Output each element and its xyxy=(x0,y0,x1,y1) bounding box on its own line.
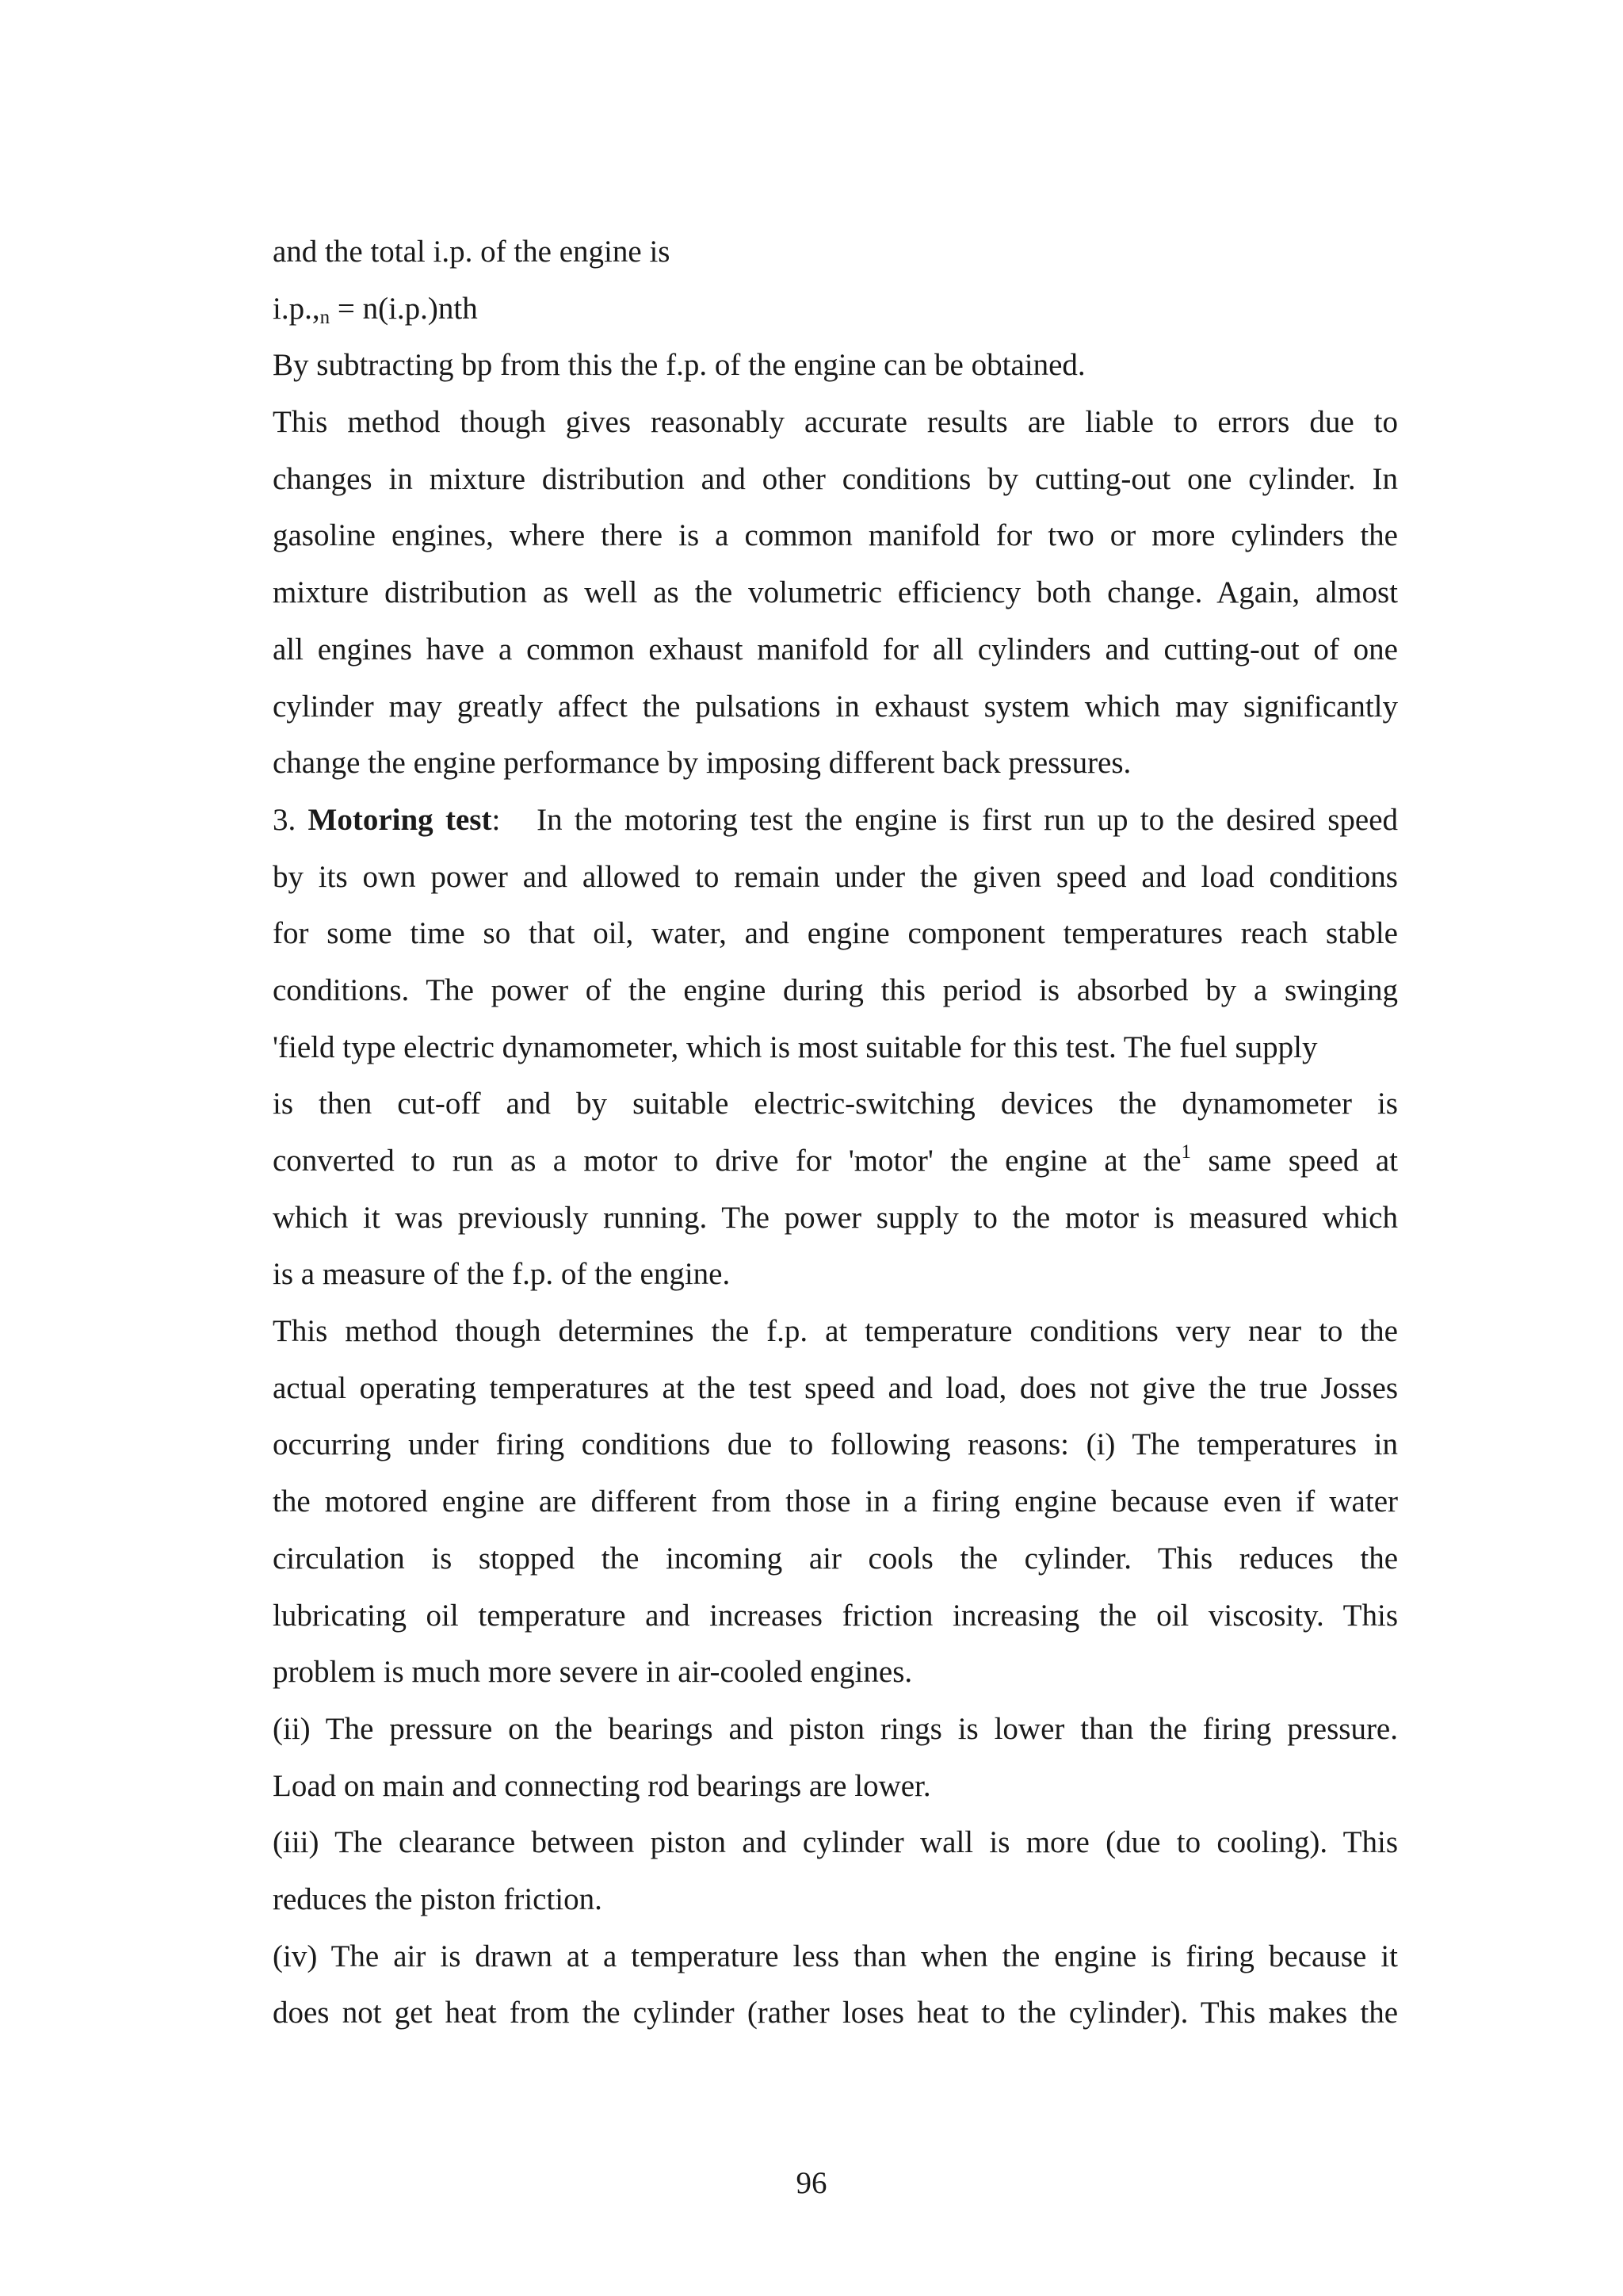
text-line: gasoline engines, where there is a common manifold for two or more cylinders the xyxy=(273,518,1398,553)
text-line: This method though gives reasonably accurate results are liable to errors due to xyxy=(273,405,1398,440)
line-text-before-footnote: converted to run as a motor to drive for 'motor' the engine at the xyxy=(273,1144,1182,1178)
section-heading-line xyxy=(273,792,1398,849)
formula-subscript: n xyxy=(319,306,330,328)
formula-line xyxy=(273,281,1398,338)
text-line: and the total i.p. of the engine is xyxy=(273,235,670,269)
text-line: for some time so that oil, water, and engine component temperatures reach stable xyxy=(273,916,1398,951)
text-line-with-footnote xyxy=(273,1133,1398,1190)
formula-lhs: i.p., xyxy=(273,291,320,326)
text-line: By subtracting bp from this the f.p. of the engine can be obtained. xyxy=(273,348,1086,383)
text-line: Load on main and connecting rod bearings are lower. xyxy=(273,1768,931,1803)
text-line: cylinder may greatly affect the pulsations in exhaust system which may significantly xyxy=(273,689,1398,724)
text-line: mixture distribution as well as the volumetric efficiency both change. Again, almost xyxy=(273,575,1398,610)
footnote-marker: 1 xyxy=(1181,1141,1192,1163)
text-line: conditions. The power of the engine during this period is absorbed by a swinging xyxy=(273,972,1398,1007)
text-line: reduces the piston friction. xyxy=(273,1881,602,1916)
line-text-after-footnote: same speed at xyxy=(1191,1144,1398,1178)
page-number: 96 xyxy=(796,2166,827,2200)
heading-colon: : xyxy=(491,802,501,837)
text-line: by its own power and allowed to remain under the given speed and load conditions xyxy=(273,859,1398,894)
text-line: This method though determines the f.p. at temperature conditions very near to the xyxy=(273,1314,1398,1349)
text-line: (ii) The pressure on the bearings and piston rings is lower than the firing pressure. xyxy=(273,1711,1398,1746)
text-line: all engines have a common exhaust manifold for all cylinders and cutting-out of one xyxy=(273,632,1398,667)
text-line: the motored engine are different from those in a firing engine because even if water xyxy=(273,1484,1398,1519)
text-line: which it was previously running. The power supply to the motor is measured which xyxy=(273,1200,1398,1235)
text-line: problem is much more severe in air-cooled engines. xyxy=(273,1655,913,1690)
text-line: is then cut-off and by suitable electric-switching devices the dynamometer is xyxy=(273,1087,1398,1121)
text-line: occurring under firing conditions due to following reasons: (i) The temperatures in xyxy=(273,1427,1398,1462)
text-line: actual operating temperatures at the test speed and load, does not give the true Josses xyxy=(273,1370,1398,1405)
text-line: 'field type electric dynamometer, which is most suitable for this test. The fuel supply xyxy=(273,1030,1318,1064)
body-text xyxy=(273,223,1398,2042)
section-number: 3. xyxy=(273,802,308,837)
text-line: lubricating oil temperature and increases friction increasing the oil viscosity. This xyxy=(273,1598,1398,1633)
text-line: does not get heat from the cylinder (rather loses heat to the cylinder). This makes the xyxy=(273,1996,1398,2030)
text-line: (iii) The clearance between piston and cylinder wall is more (due to cooling). This xyxy=(273,1825,1398,1860)
text-line: circulation is stopped the incoming air cools the cylinder. This reduces the xyxy=(273,1541,1398,1576)
text-line: (iv) The air is drawn at a temperature less than when the engine is firing because it xyxy=(273,1939,1398,1973)
heading-line-text: In the motoring test the engine is first run up to the desired speed xyxy=(537,802,1399,837)
text-line: changes in mixture distribution and other conditions by cutting-out one cylinder. In xyxy=(273,461,1398,496)
text-line: is a measure of the f.p. of the engine. xyxy=(273,1257,731,1292)
formula-rhs: = n(i.p.)nth xyxy=(330,291,478,326)
section-heading: Motoring test xyxy=(307,802,492,837)
text-line: change the engine performance by imposing different back pressures. xyxy=(273,746,1132,781)
